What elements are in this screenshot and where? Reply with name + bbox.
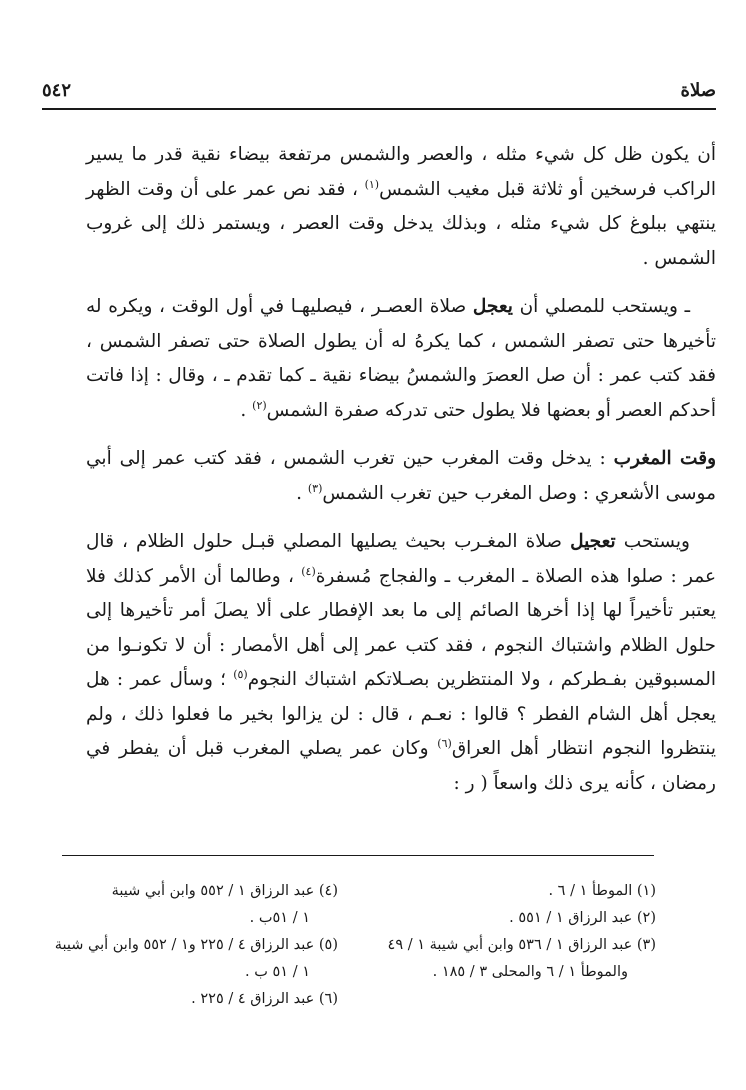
footnote-ref-4: (٤) [301, 564, 316, 578]
footnote-ref-3: (٣) [307, 481, 323, 495]
paragraph-2-tail: . [240, 399, 253, 421]
footnotes-right-column [360, 878, 656, 1013]
page-title: صلاة [680, 80, 716, 101]
paragraph-4-text-d: ؛ وسأل عمر : هل يعجل أهل الشام الفطر ؟ قالوا : نعـم ، قال : لن يزالوا بخير ما فعلوا ذلك ، ولم ينتظروا النجوم انتظار أهل العراق [86, 669, 716, 759]
footnote-6: (٦) عبد الرزاق ٤ / ٢٢٥ . [191, 991, 338, 1007]
footnote-ref-2: (٢) [252, 398, 267, 412]
footnotes [42, 878, 656, 1013]
paragraph-1 [86, 138, 716, 276]
footnote-3-line-1: (٣) عبد الرزاق ١ / ٥٣٦ وابن أبي شيبة ١ / ٤٩ [387, 937, 656, 953]
paragraph-4-text-a: ويستحب [615, 531, 690, 552]
footnote-ref-1: (١) [364, 177, 380, 191]
footnote-divider [62, 855, 654, 856]
page-header [42, 80, 716, 110]
footnote-5 [42, 932, 338, 986]
footnote-5-line-2: ١ / ٥١ ب . [245, 964, 310, 980]
footnote-3 [360, 932, 656, 986]
paragraph-1-tail: ، فقد نص عمر على أن وقت الظهر ينتهي ببلوغ كل شيء مثله ، وبذلك يدخل وقت العصر ، ويستمر ذلك إلى غروب الشمس . [86, 178, 716, 269]
section-d-text: : يدخل وقت المغرب حين تغرب الشمس ، فقد كتب عمر إلى أبي موسى الأشعري : وصل المغرب حين تغرب الشمس [86, 448, 716, 504]
footnotes-left-column [42, 878, 338, 1013]
section-d [86, 442, 716, 511]
footnote-1: (١) الموطأ ١ / ٦ . [548, 883, 656, 899]
keyword-tajil: تعجيل [570, 531, 616, 552]
paragraph-4-text-e: وكان عمر يصلي المغرب قبل أن يفطر في رمضان ، كأنه يرى ذلك واسعاً ( ر : [86, 738, 716, 794]
keyword-yuajjil: يعجل [472, 296, 513, 317]
paragraph-2-text-a: ـ ويستحب للمصلي أن [512, 296, 690, 317]
paragraph-2 [86, 290, 716, 428]
footnote-ref-6: (٦) [437, 736, 452, 750]
footnote-4 [42, 878, 338, 932]
paragraph-4-text-b: صلاة المغـرب بحيث يصليها المصلي قبـل حلول الظلام ، قال عمر : صلوا هذه الصلاة ـ المغرب ـ والفجاج مُسفرة [86, 531, 716, 587]
footnote-4-line-1: (٤) عبد الرزاق ١ / ٥٥٢ وابن أبي شيبة [111, 883, 338, 899]
main-text [86, 138, 716, 801]
section-d-tail: . [296, 482, 308, 504]
footnote-2: (٢) عبد الرزاق ١ / ٥٥١ . [509, 910, 656, 926]
paragraph-4-text-c: ، وطالما أن الأمر كذلك فلا يعتبر تأخيراً لها إذا أخرها الصائم إلى ما بعد الإفطار على ألا يصلَ أمر تأخيرها إلى حلول الظلام واشتباك النجوم ، فقد كتب عمر إلى أهل الأمصار : أن لا تكونـوا من المسبوقين بفـطركم ، ولا المنتظرين بصـلاتكم اشتباك النجوم [86, 565, 716, 690]
paragraph-2-text-b: صلاة العصـر ، فيصليهـا في أول الوقت ، ويكره له تأخيرها حتى تصفر الشمس ، كما يكرهُ له أن يطول الصلاة حتى تصفر الشمس ، فقد كتب عمر : أن صل العصرَ والشمسُ بيضاء نقية ـ كما تقدم ـ ، وقال : إذا فاتت أحدكم العصر أو بعضها فلا يطول حتى تدركه صفرة الشمس [86, 296, 716, 421]
section-d-heading: وقت المغرب [613, 448, 716, 469]
paragraph-1-text: أن يكون ظل كل شيء مثله ، والعصر والشمس مرتفعة بيضاء نقية قدر ما يسير الراكب فرسخين أو ثلاثة قبل مغيب الشمس [86, 144, 717, 200]
footnote-4-line-2: ١ / ٥١ب . [249, 910, 310, 926]
page-number: ٥٤٢ [42, 80, 72, 101]
footnote-ref-5: (٥) [233, 667, 248, 681]
paragraph-4 [86, 525, 716, 801]
footnote-5-line-1: (٥) عبد الرزاق ٤ / ٢٢٥ و١ / ٥٥٢ وابن أبي شيبة [54, 937, 338, 953]
footnote-3-line-2: والموطأ ١ / ٦ والمحلى ٣ / ١٨٥ . [432, 964, 628, 980]
